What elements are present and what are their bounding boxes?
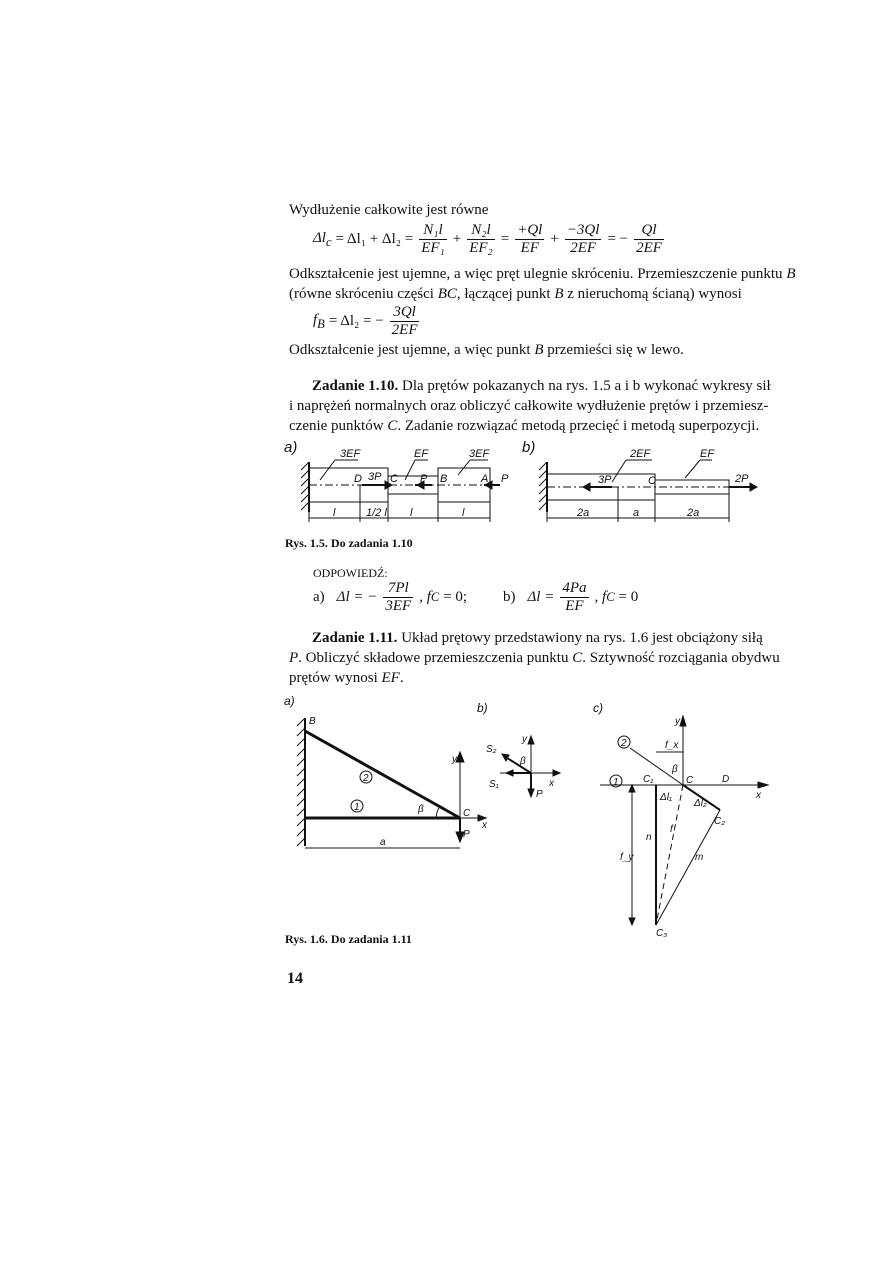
fig15-b-lbl-3P: 3P [598, 474, 612, 486]
fig15-a-lbl-l1: l [333, 507, 336, 519]
fig16-c-lbl-n: n [646, 832, 652, 843]
fig15-b-lbl-EF: EF [700, 448, 715, 460]
fig16-a-lbl-C: C [463, 808, 471, 819]
fig15-a-lbl-3P: 3P [368, 471, 382, 483]
fig16-c-lbl-x: x [756, 790, 761, 801]
fig16-c-lbl-C: C [686, 775, 694, 786]
fig15-a-lbl-l2: l [410, 507, 413, 519]
fig16-c-label: c) [593, 701, 603, 715]
task-111-line2: P. Obliczyć składowe przemieszczenia punktu C. Sztywność rozciągania obydwu [289, 650, 780, 666]
fig16-a-lbl-P: P [463, 829, 470, 840]
task-110-line3: czenie punktów C. Zadanie rozwiązać metodą przecięć i metodą superpozycji. [289, 418, 760, 434]
fig16-b-lbl-y: y [522, 734, 527, 745]
fig16-c-lbl-fy: f_y [620, 852, 634, 863]
fig16-c-lbl-m: m [695, 852, 704, 863]
answer-b: b) Δl = $\frac{4Pa}{EF}$ , f C = 0 [503, 580, 639, 614]
fig16-b-lbl-x: x [549, 778, 554, 789]
task-110-line1: Zadanie 1.10. Dla prętów pokazanych na rys. 1.5 a i b wykonać wykresy sił [312, 378, 771, 394]
fig15-a-lbl-half-l: 1/2 l [366, 507, 387, 519]
fig16-a-lbl-2: 2 [363, 773, 369, 784]
fig16-a-lbl-B: B [309, 716, 316, 727]
fig16-c-lbl-y: y [675, 716, 680, 727]
fig15-a-lbl-P2: P [501, 473, 509, 485]
paragraph-1a: Odkształcenie jest ujemne, a więc pręt ulegnie skróceniu. Przemieszczenie punktu B [289, 266, 796, 282]
fig16-b-label: b) [477, 701, 488, 715]
fig15-b-lbl-2a1: 2a [577, 507, 590, 519]
equation-displacement-B: $f_B$ = Δl₂ = − $\frac{3Ql}{2EF}$ [313, 304, 418, 338]
fig16-a-lbl-y: y [452, 754, 457, 765]
fig16-a-lbl-x: x [482, 820, 487, 831]
fig15-a-label: a) [284, 439, 298, 456]
page-number: 14 [287, 970, 303, 987]
paragraph-1b: (równe skróceniu części BC, łączącej punkt B z nieruchomą ścianą) wynosi [289, 286, 742, 302]
fig16-c-lbl-beta: β [672, 764, 678, 775]
paragraph-2: Odkształcenie jest ujemne, a więc punkt B przemieści się w lewo. [289, 342, 684, 358]
fig16-b-lbl-S2: S₂ [486, 744, 497, 755]
fig15-a-lbl-EF: EF [414, 448, 429, 460]
fig15-b-lbl-a: a [633, 507, 640, 519]
task-111-line3: prętów wynosi EF. [289, 670, 404, 686]
fig15-b-label: b) [522, 439, 536, 456]
answer-a: a) Δl = − $\frac{7Pl}{3EF}$ , f C = 0; [313, 580, 468, 614]
fig16-c-lbl-fx: f_x [665, 740, 679, 751]
fig16-caption: Rys. 1.6. Do zadania 1.11 [285, 932, 412, 946]
fig16-a-label: a) [284, 694, 295, 708]
fig15-b-lbl-2EF: 2EF [630, 448, 651, 460]
fig15-a-lbl-B: B [440, 473, 448, 485]
fig16-c-lbl-C1: C₁ [643, 774, 654, 785]
fig16-a-lbl-1: 1 [354, 802, 360, 813]
equation-elongation: $\Delta l_c$ = Δl₁ + Δl₂ = $\frac{\text{N₁l}}{\text{EF₁}}$ + $\frac{\text{N₂l}}{\text{EF₂}}$ = $\frac{+Ql}{EF}$ + $\frac{-3Ql}{2EF}$ = − $\frac{Ql}{2EF}$ [313, 222, 662, 256]
fig16-c-lbl-dl2: Δl₂ [694, 798, 707, 809]
fig16-b-lbl-S1: S₁ [489, 779, 499, 790]
fig16-b-lbl-beta: β [520, 756, 526, 767]
fig15-a-lbl-3EF2: 3EF [469, 448, 490, 460]
fig15-b-lbl-2P: 2P [735, 473, 749, 485]
fig16-c-lbl-C2: C₂ [714, 816, 726, 827]
fig16-a-hatch [297, 718, 305, 846]
fig15-a-lbl-C: C [390, 473, 398, 485]
fig16-c-lbl-f: f [670, 824, 673, 835]
fig16-c-lbl-dl1: Δl₁ [660, 792, 673, 803]
fig15-a-lbl-D: D [354, 473, 362, 485]
fig15-b-lbl-C: C [648, 475, 656, 487]
intro-line: Wydłużenie całkowite jest równe [289, 202, 489, 218]
fig16-c-lbl-2: 2 [621, 738, 627, 749]
fig16-a-lbl-a: a [380, 837, 386, 848]
fig15-a-lbl-l3: l [462, 507, 465, 519]
fig16-c-lbl-1: 1 [613, 777, 619, 788]
answer-label: ODPOWIEDŹ: [313, 566, 388, 580]
task-111-line1: Zadanie 1.11. Układ prętowy przedstawiony na rys. 1.6 jest obciążony siłą [312, 630, 763, 646]
fig15-a-lbl-A: A [481, 473, 489, 485]
fig15-a-lbl-3EF1: 3EF [340, 448, 361, 460]
fig16-c-lbl-D: D [722, 774, 730, 785]
task-110-line2: i naprężeń normalnych oraz obliczyć całkowite wydłużenie prętów i przemiesz- [289, 398, 769, 414]
fig16-a-bar-2 [305, 731, 460, 818]
fig15-caption: Rys. 1.5. Do zadania 1.10 [285, 536, 413, 550]
fig15-a-lbl-P1: P [420, 473, 428, 485]
fig16-b-lbl-P: P [536, 789, 543, 800]
fig16-c-lbl-C3: C₃ [656, 928, 668, 939]
fig15-b-lbl-2a2: 2a [687, 507, 700, 519]
fig16-a-lbl-beta: β [418, 804, 424, 815]
